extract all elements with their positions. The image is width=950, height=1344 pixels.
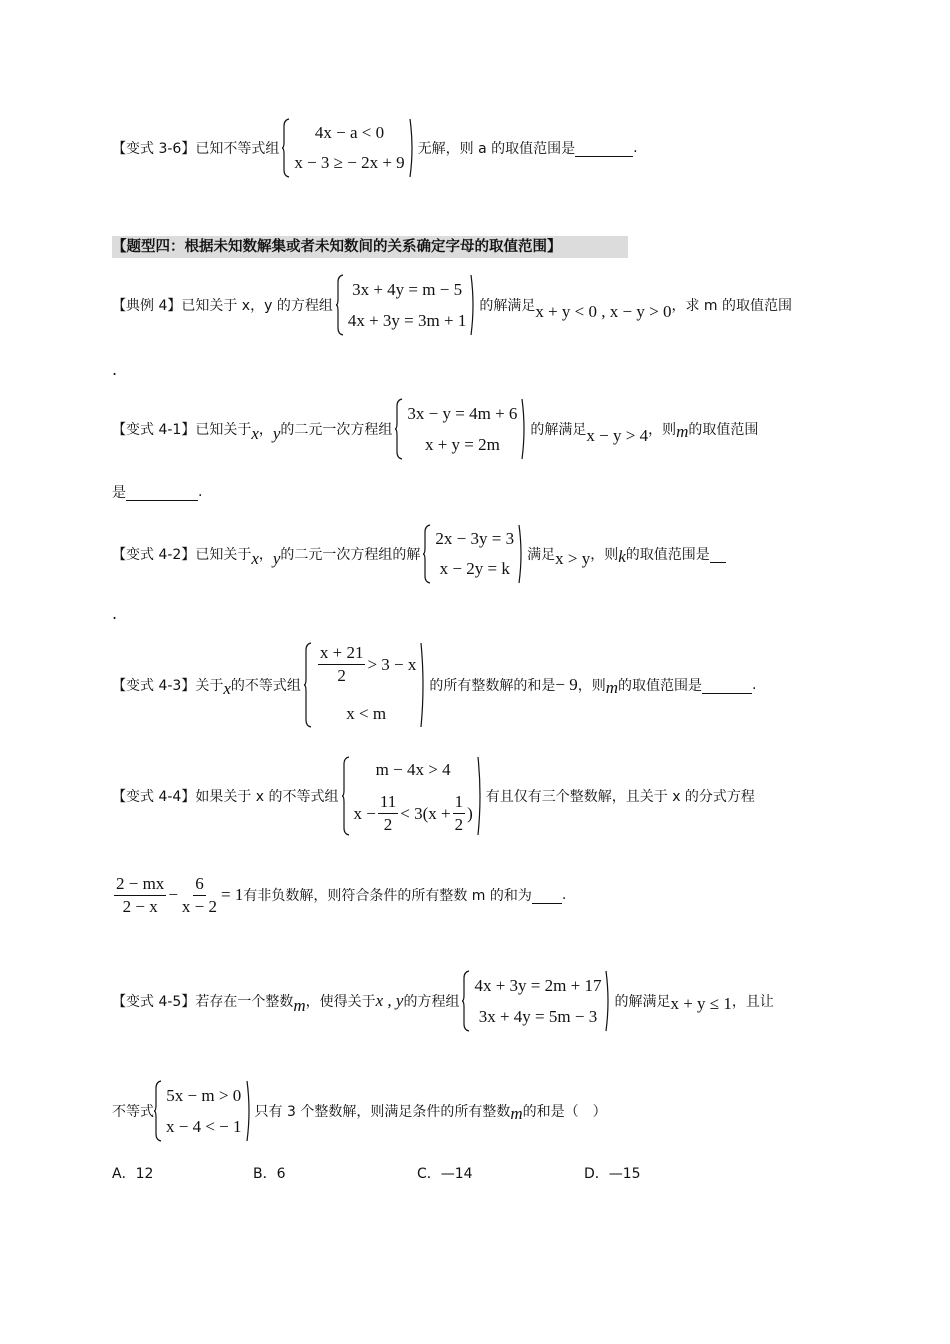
fraction bbox=[453, 791, 466, 836]
problem-text: 有且仅有三个整数解，且关于 x 的分式方程 bbox=[485, 789, 755, 805]
problem-4-1-line2 bbox=[112, 481, 202, 503]
problem-tag: 【变式 4-5】 bbox=[112, 994, 196, 1010]
section-heading: 【题型四：根据未知数解集或者未知数间的关系确定字母的取值范围】 bbox=[112, 236, 628, 258]
problem-text: 的取值范围是 bbox=[625, 547, 710, 563]
problem-text: 已知不等式组 bbox=[195, 141, 280, 157]
period: . bbox=[561, 887, 567, 903]
system-row: x − 3 ≥ − 2x + 9 bbox=[294, 153, 405, 172]
inequality-rest: > 3 − x bbox=[367, 654, 417, 674]
problem-text: ，则 bbox=[577, 678, 606, 694]
left-brace bbox=[304, 642, 312, 728]
problem-4-5-line2 bbox=[112, 1080, 607, 1142]
problem-text: 的取值范围是 bbox=[618, 678, 703, 694]
answer-blank bbox=[702, 677, 752, 694]
left-brace bbox=[282, 118, 290, 178]
equals-one: = 1 bbox=[221, 885, 244, 904]
problem-tag: 【变式 3-6】 bbox=[112, 141, 196, 157]
right-paren bbox=[518, 524, 524, 584]
problem-text: ，使得关于 bbox=[305, 994, 376, 1010]
right-paren bbox=[605, 970, 611, 1032]
problem-4-5 bbox=[112, 970, 774, 1032]
numerator: 6 bbox=[193, 873, 206, 896]
option-c[interactable]: C．—14 bbox=[417, 1166, 473, 1182]
condition-math: x + y < 0 , x − y > 0 bbox=[535, 302, 672, 321]
inequality-system bbox=[304, 642, 427, 728]
system-row: 3x − y = 4m + 6 bbox=[407, 403, 518, 423]
var-x: x bbox=[251, 424, 259, 443]
system-row: x + y = 2m bbox=[424, 434, 500, 454]
problem-tag: 【变式 4-2】 bbox=[112, 547, 196, 563]
problem-text: 无解，则 a 的取值范围是 bbox=[417, 141, 576, 157]
left-brace bbox=[342, 756, 350, 836]
condition-math: x > y bbox=[555, 549, 591, 568]
comma: ， bbox=[258, 422, 273, 438]
problem-text: ，则 bbox=[648, 422, 677, 438]
equation-system bbox=[336, 274, 477, 336]
problem-text: ，且让 bbox=[731, 994, 774, 1010]
problem-text: 的解满足 bbox=[530, 422, 587, 438]
fraction bbox=[378, 791, 398, 836]
minus-sign: − bbox=[168, 885, 178, 904]
problem-4-4-line2 bbox=[112, 870, 566, 920]
problem-tag: 【变式 4-3】 bbox=[112, 678, 196, 694]
period: . bbox=[112, 604, 118, 623]
answer-blank bbox=[575, 140, 633, 157]
var-x: x bbox=[251, 549, 259, 568]
problem-text: 的所有整数解的和是 bbox=[429, 678, 556, 694]
right-paren bbox=[477, 756, 483, 836]
period: . bbox=[633, 140, 638, 156]
problem-text: 只有 3 个整数解，则满足条件的所有整数 bbox=[254, 1104, 511, 1120]
problem-text: 的解满足 bbox=[479, 298, 536, 314]
problem-tag: 【变式 4-4】 bbox=[112, 789, 196, 805]
option-d[interactable]: D．—15 bbox=[584, 1166, 641, 1182]
denominator: 2 − x bbox=[122, 896, 158, 916]
problem-text: 若存在一个整数 bbox=[195, 994, 294, 1010]
var-m: m bbox=[510, 1104, 523, 1123]
var-y: y bbox=[272, 424, 281, 443]
denominator: 2 bbox=[383, 815, 393, 834]
problem-text: 的二元一次方程组的解 bbox=[280, 547, 421, 563]
expr-part: ) bbox=[467, 803, 473, 823]
period: . bbox=[198, 484, 203, 500]
fraction bbox=[114, 873, 166, 918]
expr-part: < 3(x + bbox=[400, 803, 451, 823]
numerator: 1 bbox=[453, 791, 466, 814]
denominator: x − 2 bbox=[181, 896, 217, 916]
system-row: 3x + 4y = m − 5 bbox=[352, 279, 463, 299]
system-row: 2x − 3y = 3 bbox=[435, 529, 515, 548]
var-m: m bbox=[605, 678, 619, 697]
problem-4-3 bbox=[112, 642, 756, 728]
system-row: 5x − m > 0 bbox=[166, 1085, 242, 1105]
period: . bbox=[752, 677, 757, 693]
system-row: 3x + 4y = 5m − 3 bbox=[478, 1006, 598, 1026]
denominator: 2 bbox=[337, 666, 346, 685]
var-xy: x , y bbox=[375, 991, 404, 1010]
problem-text: 不等式 bbox=[112, 1104, 154, 1120]
numerator: 2 − mx bbox=[114, 873, 166, 896]
var-m: m bbox=[293, 996, 306, 1015]
equation-system bbox=[462, 970, 611, 1032]
expr-part: x − bbox=[353, 803, 376, 823]
answer-blank bbox=[710, 546, 726, 563]
system-row: 4x + 3y = 2m + 17 bbox=[474, 975, 602, 995]
answer-options bbox=[112, 1163, 672, 1185]
right-paren bbox=[470, 274, 476, 336]
problem-text: ，则 bbox=[590, 547, 619, 563]
left-brace bbox=[462, 970, 470, 1032]
var-k: k bbox=[618, 547, 626, 566]
problem-text: 有非负数解，则符合条件的所有整数 m 的和为 bbox=[243, 888, 532, 904]
condition-math: x + y ≤ 1 bbox=[670, 994, 732, 1013]
problem-text: 的解满足 bbox=[614, 994, 671, 1010]
problem-3-6 bbox=[112, 118, 638, 178]
condition-math: x − y > 4 bbox=[586, 426, 649, 445]
right-paren bbox=[246, 1080, 252, 1142]
var-y: y bbox=[272, 549, 281, 568]
right-paren bbox=[420, 642, 426, 728]
left-brace bbox=[336, 274, 344, 336]
numerator: x + 21 bbox=[318, 642, 366, 665]
sum-value: − 9 bbox=[555, 675, 578, 694]
system-row: x − 2y = k bbox=[439, 559, 510, 578]
option-a[interactable]: A．12 bbox=[112, 1166, 154, 1182]
var-x: x bbox=[223, 679, 231, 698]
problem-4-4 bbox=[112, 756, 755, 836]
system-row: m − 4x > 4 bbox=[375, 760, 451, 779]
problem-text: ，求 m 的取值范围 bbox=[671, 298, 792, 314]
system-row: 4x + 3y = 3m + 1 bbox=[347, 310, 467, 330]
fraction bbox=[318, 642, 366, 687]
inequality-system bbox=[154, 1080, 252, 1142]
period: . bbox=[112, 360, 118, 379]
denominator: 2 bbox=[454, 815, 464, 834]
system-row bbox=[316, 642, 417, 687]
comma: ， bbox=[258, 547, 273, 563]
numerator: 11 bbox=[378, 791, 398, 814]
problem-text: 的和是（ ） bbox=[522, 1104, 607, 1120]
problem-text: 满足 bbox=[527, 547, 556, 563]
answer-blank bbox=[532, 887, 562, 904]
system-row: 4x − a < 0 bbox=[314, 123, 385, 142]
right-paren bbox=[409, 118, 415, 178]
inequality-system bbox=[282, 118, 414, 178]
system-row bbox=[354, 791, 473, 836]
left-brace bbox=[395, 398, 403, 460]
problem-4-1 bbox=[112, 398, 758, 460]
problem-text: 是 bbox=[112, 485, 126, 501]
problem-text: 如果关于 x 的不等式组 bbox=[195, 789, 339, 805]
problem-4-2 bbox=[112, 524, 726, 584]
problem-text: 已知关于 bbox=[195, 547, 252, 563]
problem-tag: 【变式 4-1】 bbox=[112, 422, 196, 438]
left-brace bbox=[154, 1080, 162, 1142]
fraction bbox=[180, 873, 219, 918]
left-brace bbox=[423, 524, 431, 584]
example-4 bbox=[112, 274, 792, 336]
problem-text: 的方程组 bbox=[403, 994, 460, 1010]
equation-system bbox=[395, 398, 527, 460]
equation-system bbox=[423, 524, 524, 584]
problem-text: 的取值范围 bbox=[688, 422, 759, 438]
system-row: x − 4 < − 1 bbox=[166, 1116, 242, 1136]
problem-text: 已知关于 x，y 的方程组 bbox=[181, 298, 333, 314]
problem-text: 关于 bbox=[195, 678, 224, 694]
var-m: m bbox=[676, 422, 689, 441]
inequality-system bbox=[342, 756, 483, 836]
problem-text: 已知关于 bbox=[195, 422, 252, 438]
problem-text: 的二元一次方程组 bbox=[280, 422, 393, 438]
right-paren bbox=[521, 398, 527, 460]
problem-text: 的不等式组 bbox=[230, 678, 301, 694]
problem-tag: 【典例 4】 bbox=[112, 298, 182, 314]
answer-blank bbox=[126, 484, 198, 501]
option-b[interactable]: B．6 bbox=[253, 1166, 286, 1182]
system-row: x < m bbox=[346, 704, 387, 723]
